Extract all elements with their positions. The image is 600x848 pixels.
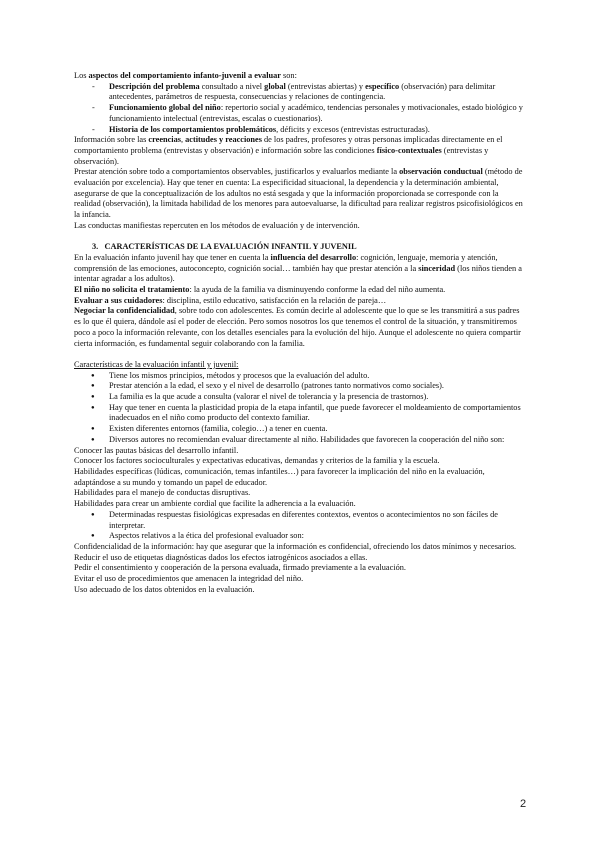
attention-text: Prestar atención sobre todo a comportamientos observables, justificarlos y evaluarlos mediante la xyxy=(74,167,400,177)
page-number: 2 xyxy=(520,798,527,810)
aspect-term: Historia de los comportamientos problemáticos xyxy=(109,124,277,134)
dev-text: En la evaluación infanto juvenil hay que tener en cuenta la xyxy=(74,252,271,262)
dev-term: sinceridad xyxy=(418,263,456,273)
characteristics-item: ● Diversos autores no recomiendan evaluar directamente al niño. Habilidades que favorecen la cooperación del niño son: xyxy=(74,435,526,446)
characteristics-list xyxy=(74,371,526,446)
attention-text: (método de evaluación por excelencia). Hay que tener en cuenta: La especificidad situacional, la dependencia y la determinación ambiental, asegurarse de que la conceptualización de los adultos no está sesgada y que la información proporcionada se corresponde con la realidad (observación), la limitada habilidad de los menores para autoevaluarse, la dificultad para realizar registros psicofisiológicos en la infancia. xyxy=(74,167,523,220)
treatment-text: : la ayuda de la familia va disminuyendo conforme la edad del niño aumenta. xyxy=(189,285,446,295)
characteristics-item: ● Determinadas respuestas fisiológicas expresadas en diferentes contextos, eventos o acontecimientos no son fáciles de interpretar. xyxy=(74,510,526,531)
info-text: , xyxy=(180,135,186,145)
intro-text-a: Los xyxy=(74,71,89,80)
dev-term: influencia del desarrollo xyxy=(270,252,357,262)
aspect-text: consultado a nivel xyxy=(199,81,265,91)
section-3-heading xyxy=(74,242,526,253)
aspect-term: Descripción del problema xyxy=(109,81,200,91)
info-paragraph xyxy=(74,135,526,167)
dev-text: : cognición, lenguaje, memoria y atención, comprensión de las emociones, autoconcepto, cognición social… también hay que prestar atención a la xyxy=(74,252,498,273)
aspect-term: Funcionamiento global del niño xyxy=(109,103,221,113)
ethics-line: Pedir el consentimiento y cooperación de la persona evaluada, firmado previamente a la evaluación. xyxy=(74,563,406,573)
skills-line: Conocer los factores socioculturales y expectativas educativas, demandas y criterios de la familia y la escuela. xyxy=(74,456,440,466)
skills-line: Habilidades para crear un ambiente cordial que facilite la adherencia a la evaluación. xyxy=(74,499,356,509)
info-text: Información sobre las xyxy=(74,135,149,145)
intro-text-c: son: xyxy=(280,71,297,80)
aspect-term: específico xyxy=(365,81,400,91)
attention-term: observación conductual xyxy=(399,167,483,177)
confidentiality-term: Negociar la confidencialidad xyxy=(74,306,175,316)
aspect-item xyxy=(74,82,526,103)
info-term: actitudes y reacciones xyxy=(185,135,262,145)
characteristics-item: ● La familia es la que acude a consulta (valorar el nivel de tolerancia y la presencia de trastornos). xyxy=(74,392,526,403)
skills-line: Habilidades para el manejo de conductas disruptivas. xyxy=(74,488,251,498)
aspect-term: global xyxy=(264,81,286,91)
conducts-paragraph: Las conductas manifiestas repercuten en los métodos de evaluación y de intervención. xyxy=(74,220,360,230)
info-text: (entrevistas y observación). xyxy=(74,145,489,166)
intro-text-bold: aspectos del comportamiento infanto-juvenil a evaluar xyxy=(88,71,281,80)
info-term: creencias xyxy=(148,135,181,145)
confidentiality-text: , sobre todo con adolescentes. Es común decirle al adolescente que lo que se les transmitirá a sus padres es lo que él quiera, dándole así el poder de elección. Pero somos nosotros los que tenemos el control de la situación, y transmitiremos poco a poco la información relevante, con los detalles esenciales para la evolución del hijo. Aunque el adolescente no quiera compartir cierta información, es fundamental seguir colaborando con la familia. xyxy=(74,306,521,348)
aspect-item xyxy=(74,103,526,124)
characteristics-item: ● Hay que tener en cuenta la plasticidad propia de la etapa infantil, que puede favorecer el moldeamiento de comportamientos inadecuados en el niño como producto del contexto familiar. xyxy=(74,403,526,424)
section-title: CARACTERÍSTICAS DE LA EVALUACIÓN INFANTIL Y JUVENIL xyxy=(104,242,357,252)
aspects-list xyxy=(74,82,526,136)
intro-line xyxy=(74,71,526,82)
characteristics-item: ● Aspectos relativos a la ética del profesional evaluador son: xyxy=(74,531,526,542)
ethics-line: Evitar el uso de procedimientos que amenacen la integridad del niño. xyxy=(74,574,304,584)
aspect-text: : repertorio social y académico, tendencias personales y motivacionales, estado biológico y funcionamiento intelectual (entrevistas, escalas o cuestionarios). xyxy=(109,103,523,123)
section-number: 3. xyxy=(92,242,99,252)
aspect-text: (observación) para delimitar antecedentes, parámetros de respuesta, consecuencias y relaciones de contingencia. xyxy=(109,81,496,102)
info-term: físico-contextuales xyxy=(376,145,442,155)
document-page xyxy=(74,71,526,595)
characteristics-item: ● Prestar atención a la edad, el sexo y el nivel de desarrollo (patrones tanto normativos como sociales). xyxy=(74,381,526,392)
skills-line: Habilidades específicas (lúdicas, comunicación, temas infantiles…) para favorecer la implicación del niño en la evaluación, adaptándose a su mundo y tomando un papel de educador. xyxy=(74,466,485,487)
ethics-line: Reducir el uso de etiquetas diagnósticas dados los efectos iatrogénicos asociados a ellas. xyxy=(74,552,368,562)
treatment-paragraph xyxy=(74,285,526,296)
aspect-text: , déficits y excesos (entrevistas estructuradas). xyxy=(276,124,430,134)
skills-line: Conocer las pautas básicas del desarrollo infantil. xyxy=(74,445,239,455)
characteristics-heading: Características de la evaluación infantil y juvenil: xyxy=(74,359,239,369)
characteristics-item: ● Existen diferentes entornos (familia, colegio…) a tener en cuenta. xyxy=(74,424,526,435)
ethics-line: Uso adecuado de los datos obtenidos en la evaluación. xyxy=(74,584,255,594)
caregivers-text: : disciplina, estilo educativo, satisfacción en la relación de pareja… xyxy=(162,295,387,305)
attention-paragraph xyxy=(74,167,526,221)
caregivers-term: Evaluar a sus cuidadores xyxy=(74,295,163,305)
more-characteristics-list xyxy=(74,510,526,542)
dev-text: (los niños tienden a intentar agradar a los adultos). xyxy=(74,263,522,284)
development-paragraph xyxy=(74,253,526,285)
treatment-term: El niño no solicita el tratamiento xyxy=(74,285,190,295)
caregivers-paragraph xyxy=(74,296,526,307)
characteristics-item: ● Tiene los mismos principios, métodos y procesos que la evaluación del adulto. xyxy=(74,371,526,382)
ethics-line: Confidencialidad de la información: hay que asegurar que la información es confidencial, ofreciendo los datos mínimos y necesarios. xyxy=(74,541,517,551)
aspect-text: (entrevistas abiertas) y xyxy=(285,81,366,91)
aspect-item xyxy=(74,125,526,136)
info-text: de los padres, profesores y otras personas implicadas directamente en el comportamiento problema (entrevistas y observación) e información sobre las condiciones xyxy=(74,135,503,155)
confidentiality-paragraph xyxy=(74,306,526,349)
